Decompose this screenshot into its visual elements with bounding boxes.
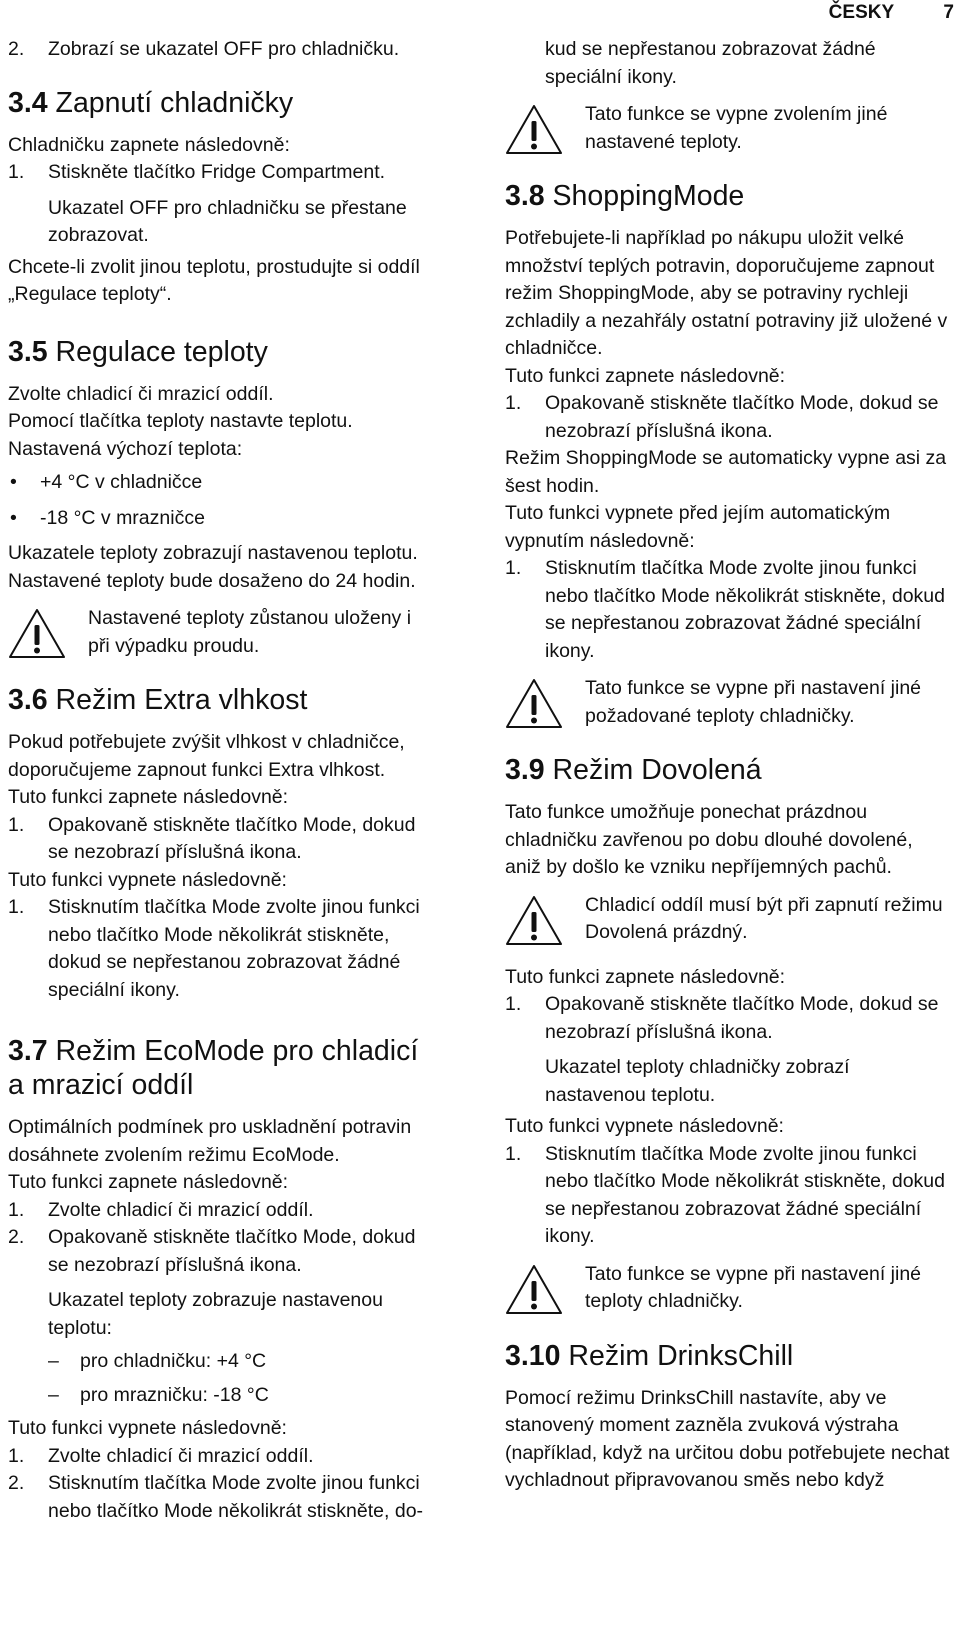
warning-note: Chladicí oddíl musí být při zapnutí režimu Dovolená prázdný.: [505, 892, 951, 948]
paragraph: Tuto funkci vypnete následovně:: [8, 868, 287, 891]
paragraph: Nastavené teploty bude dosaženo do 24 hodin.: [8, 569, 416, 592]
right-column: [505, 36, 951, 1495]
sub-paragraph: Ukazatel teploty zobrazuje nastavenou teplotu:: [48, 1289, 383, 1339]
paragraph: Tuto funkci vypnete následovně:: [8, 1417, 287, 1439]
paragraph: Zvolte chladicí či mrazicí oddíl.: [8, 382, 274, 405]
left-column: [8, 36, 428, 1525]
dash-item: – pro mrazničku: -18 °C: [48, 1383, 269, 1406]
paragraph: Optimálních podmínek pro uskladnění potravin dosáhnete zvolením režimu EcoMode.: [8, 1116, 412, 1166]
bullet-item: • +4 °C v chladničce: [10, 471, 203, 493]
paragraph: Tato funkce umožňuje ponechat prázdnou chladničku zavřenou po dobu dlouhé dovolené, aniž by došlo ke vzniku nepříjemných pachů.: [505, 801, 913, 878]
warning-icon: [505, 1263, 563, 1315]
paragraph: Chladničku zapnete následovně:: [8, 133, 290, 156]
warning-icon: [8, 607, 66, 659]
list-item: 1. Stiskněte tlačítko Fridge Compartment.: [8, 161, 386, 183]
page-header: [829, 0, 954, 26]
list-item: 1. Zvolte chladicí či mrazicí oddíl.: [8, 1198, 314, 1221]
paragraph: Tuto funkci zapnete následovně:: [8, 1171, 289, 1193]
section-heading-3-5: 3.5 Regulace teploty: [8, 335, 268, 368]
paragraph: Ukazatele teploty zobrazují nastavenou teplotu.: [8, 542, 418, 564]
paragraph: Pokud potřebujete zvýšit vlhkost v chladničce, doporučujeme zapnout funkci Extra vlhkost.: [8, 731, 405, 781]
sub-paragraph: Ukazatel OFF pro chladničku se přestane zobrazovat.: [48, 196, 407, 246]
paragraph: Tuto funkci zapnete následovně:: [505, 965, 786, 988]
list-item: 2. Stisknutím tlačítka Mode zvolte jinou funkci nebo tlačítko Mode několikrát stiskněte, do-: [8, 1472, 424, 1522]
warning-icon: [505, 103, 563, 155]
paragraph: Chcete-li zvolit jinou teplotu, prostudujte si oddíl „Regulace teploty“.: [8, 255, 420, 305]
paragraph: Tuto funkci zapnete následovně:: [8, 786, 289, 808]
paragraph: Potřebujete-li například po nákupu uložit velké množství teplých potravin, doporučujeme zapnout režim ShoppingMode, aby se potraviny rychleji zchladily a nezahřály ostatní potraviny již uložené v chladničce.: [505, 227, 948, 359]
warning-note: Tato funkce se vypne při nastavení jiné teploty chladničky.: [505, 1261, 951, 1317]
paragraph: Režim ShoppingMode se automaticky vypne asi za šest hodin.: [505, 447, 947, 497]
warning-note: Tato funkce se vypne při nastavení jiné požadované teploty chladničky.: [505, 675, 951, 731]
list-item: 1. Opakovaně stiskněte tlačítko Mode, dokud se nezobrazí příslušná ikona.: [505, 993, 939, 1043]
paragraph: Tuto funkci vypnete před jejím automatickým vypnutím následovně:: [505, 502, 891, 552]
list-item: 1. Opakovaně stiskněte tlačítko Mode, dokud se nezobrazí příslušná ikona.: [505, 392, 939, 442]
paragraph: Pomocí tlačítka teploty nastavte teplotu.: [8, 410, 353, 432]
section-heading-3-6: 3.6 Režim Extra vlhkost: [8, 684, 308, 716]
warning-note: Tato funkce se vypne zvolením jiné nastavené teploty.: [505, 101, 951, 157]
section-heading-3-10: 3.10 Režim DrinksChill: [505, 1339, 794, 1372]
language-label: ČESKY: [828, 2, 895, 23]
list-item: 1. Opakovaně stiskněte tlačítko Mode, dokud se nezobrazí příslušná ikona.: [8, 813, 416, 863]
paragraph: Nastavená výchozí teplota:: [8, 437, 243, 460]
section-heading-3-9: 3.9 Režim Dovolená: [505, 754, 762, 786]
list-item: 2. Opakovaně stiskněte tlačítko Mode, dokud se nezobrazí příslušná ikona.: [8, 1226, 416, 1276]
page-number: 7: [943, 2, 954, 23]
list-item: 1. Stisknutím tlačítka Mode zvolte jinou funkci nebo tlačítko Mode několikrát stiskněte, dokud se nepřestanou zobrazovat žádné speciální ikony.: [505, 1142, 945, 1247]
list-item: 1. Stisknutím tlačítka Mode zvolte jinou funkci nebo tlačítko Mode několikrát stiskněte, dokud se nepřestanou zobrazovat žádné speciální ikony.: [505, 557, 945, 662]
section-heading-3-4: 3.4 Zapnutí chladničky: [8, 86, 294, 119]
section-heading-3-8: 3.8 ShoppingMode: [505, 180, 745, 212]
warning-note: Nastavené teploty zůstanou uloženy i při výpadku proudu.: [8, 605, 428, 661]
paragraph: Tuto funkci vypnete následovně:: [505, 1115, 784, 1137]
paragraph: Tuto funkci zapnete následovně:: [505, 364, 786, 387]
warning-icon: [505, 677, 563, 729]
bullet-item: • -18 °C v mrazničce: [10, 506, 205, 529]
dash-item: – pro chladničku: +4 °C: [48, 1350, 267, 1372]
list-item: 1. Stisknutím tlačítka Mode zvolte jinou funkci nebo tlačítko Mode několikrát stiskněte, dokud se nepřestanou zobrazovat žádné speciální ikony.: [8, 896, 420, 1001]
list-item: 1. Zvolte chladicí či mrazicí oddíl.: [8, 1444, 314, 1467]
list-item: 2. Zobrazí se ukazatel OFF pro chladničku.: [8, 38, 400, 60]
continued-text: kud se nepřestanou zobrazovat žádné speciální ikony.: [545, 38, 876, 88]
warning-icon: [505, 894, 563, 946]
paragraph: Pomocí režimu DrinksChill nastavíte, aby ve stanovený moment zazněla zvuková výstraha (například, když na určitou dobu potřebujete nechat vychladnout připravovanou směs nebo když: [505, 1386, 950, 1491]
sub-paragraph: Ukazatel teploty chladničky zobrazí nastavenou teplotu.: [545, 1056, 850, 1106]
section-heading-3-7: 3.7 Režim EcoMode pro chladicí a mrazicí oddíl: [8, 1035, 419, 1101]
